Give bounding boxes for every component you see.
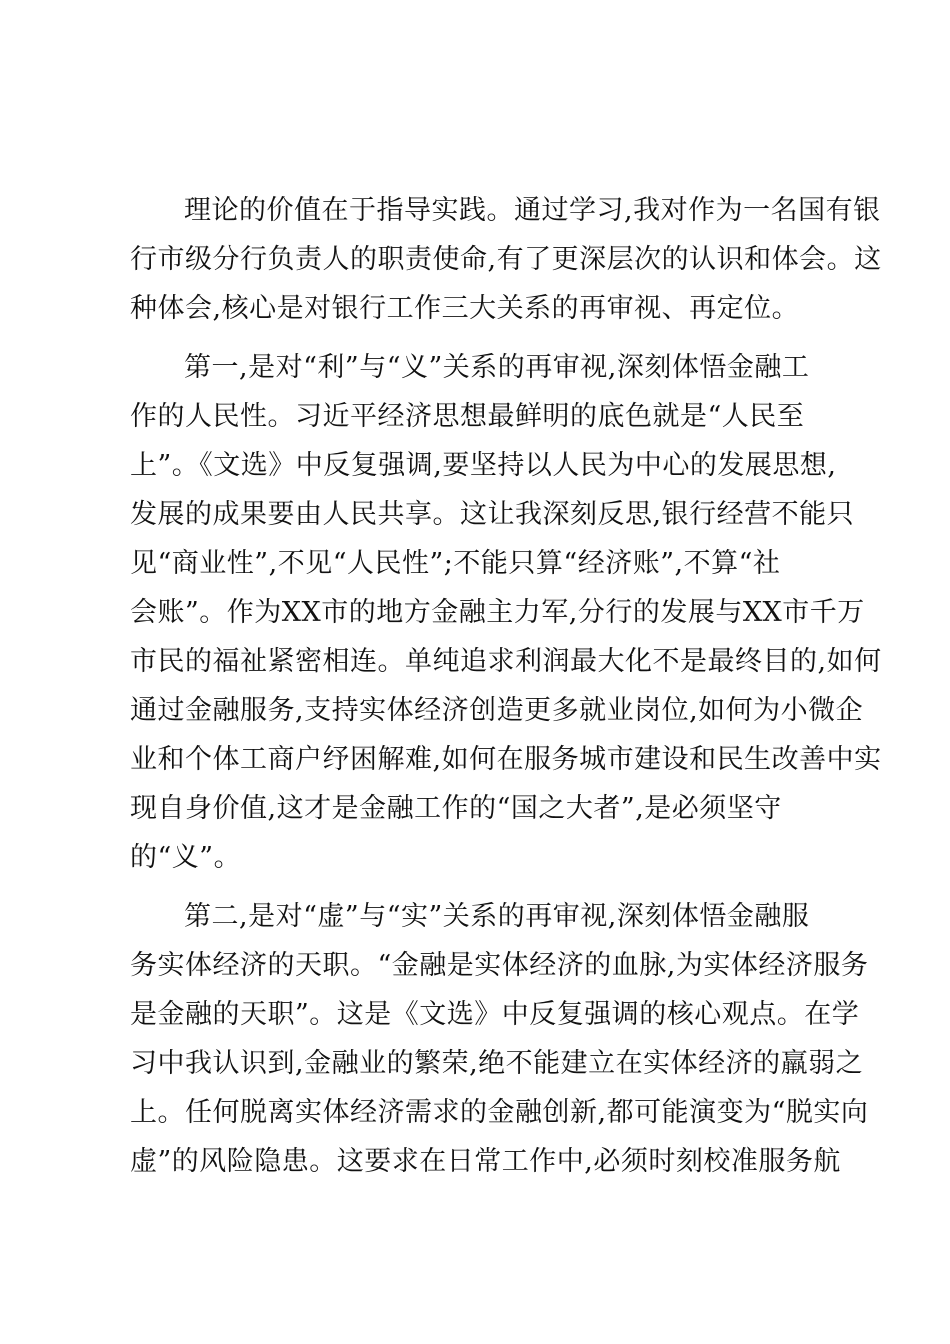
text-line: 会账”。作为XX市的地方金融主力军,分行的发展与XX市千万 [130,597,865,628]
text-line: 见“商业性”,不见“人民性”;不能只算“经济账”,不算“社 [130,548,781,579]
text-line: 现自身价值,这才是金融工作的“国之大者”,是必须坚守 [130,793,782,824]
text-line: 理论的价值在于指导实践。通过学习,我对作为一名国有银 [184,195,881,226]
paragraph-first-point [130,343,882,882]
text-line: 第二,是对“虚”与“实”关系的再审视,深刻体悟金融服 [184,901,810,932]
text-line: 作的人民性。习近平经济思想最鲜明的底色就是“人民至 [130,401,805,432]
text-line: 习中我认识到,金融业的繁荣,绝不能建立在实体经济的羸弱之 [130,1048,864,1079]
text-line: 业和个体工商户纾困解难,如何在服务城市建设和民生改善中实 [130,744,882,775]
text-line: 市民的福祉紧密相连。单纯追求利润最大化不是最终目的,如何 [130,646,882,677]
text-line: 上。任何脱离实体经济需求的金融创新,都可能演变为“脱实向 [130,1097,869,1128]
paragraph-spacer [130,882,830,892]
paragraph-second-point [130,892,869,1186]
text-line: 是金融的天职”。这是《文选》中反复强调的核心观点。在学 [130,999,860,1030]
paragraph-spacer [130,333,830,343]
document-body [130,186,882,1186]
text-line: 虚”的风险隐患。这要求在日常工作中,必须时刻校准服务航 [130,1146,841,1177]
text-line: 上”。《文选》中反复强调,要坚持以人民为中心的发展思想, [130,450,837,481]
text-line: 通过金融服务,支持实体经济创造更多就业岗位,如何为小微企 [130,695,864,726]
text-line: 第一,是对“利”与“义”关系的再审视,深刻体悟金融工 [184,352,810,383]
text-line: 发展的成果要由人民共享。这让我深刻反思,银行经营不能只 [130,499,855,530]
paragraph-intro [130,186,882,333]
text-line: 的“义”。 [130,842,242,873]
text-line: 行市级分行负责人的职责使命,有了更深层次的认识和体会。这 [130,244,882,275]
text-line: 务实体经济的天职。“金融是实体经济的血脉,为实体经济服务 [130,950,869,981]
text-line: 种体会,核心是对银行工作三大关系的再审视、再定位。 [130,293,800,324]
